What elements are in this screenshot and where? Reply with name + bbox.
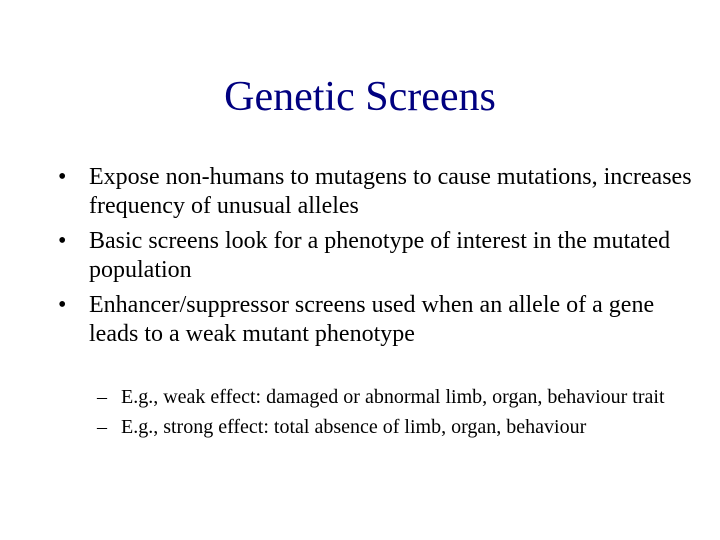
bullet-marker: • bbox=[58, 164, 67, 190]
bullet-marker: • bbox=[58, 228, 67, 254]
bullet-item bbox=[58, 227, 698, 285]
bullet-marker: • bbox=[58, 292, 67, 318]
bullet-list bbox=[58, 163, 698, 355]
bullet-text: Enhancer/suppressor screens used when an allele of a gene leads to a weak mutant phenotype bbox=[89, 292, 655, 347]
subbullet-item bbox=[97, 415, 697, 439]
slide-title: Genetic Screens bbox=[224, 74, 496, 120]
subbullet-text: E.g., weak effect: damaged or abnormal limb, organ, behaviour trait bbox=[121, 386, 665, 408]
subbullet-list bbox=[97, 385, 697, 445]
bullet-text: Basic screens look for a phenotype of interest in the mutated population bbox=[89, 228, 671, 283]
subbullet-marker: – bbox=[97, 416, 107, 438]
bullet-item bbox=[58, 291, 698, 349]
bullet-item bbox=[58, 163, 698, 221]
bullet-text: Expose non-humans to mutagens to cause mutations, increases frequency of unusual alleles bbox=[89, 164, 692, 219]
subbullet-text: E.g., strong effect: total absence of limb, organ, behaviour bbox=[121, 416, 587, 438]
subbullet-item bbox=[97, 385, 697, 409]
subbullet-marker: – bbox=[97, 386, 107, 408]
